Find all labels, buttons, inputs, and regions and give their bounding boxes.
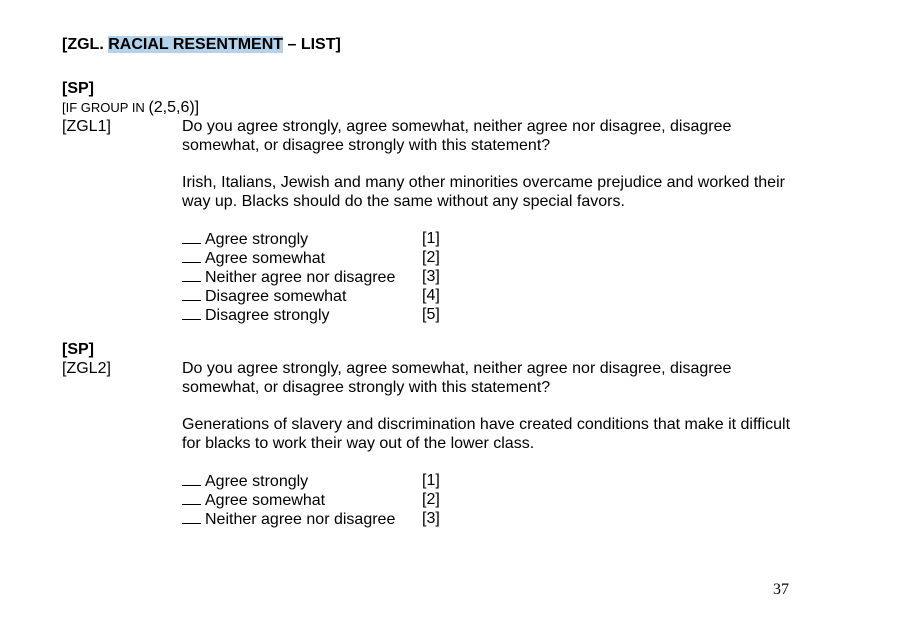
q2-options (182, 471, 440, 528)
answer-blank[interactable] (182, 305, 201, 320)
answer-blank[interactable] (182, 471, 201, 486)
q2-question: Do you agree strongly, agree somewhat, neither agree nor disagree, disagree somewhat, or disagree strongly with this statement? (182, 360, 732, 396)
option-label: Agree somewhat (205, 492, 326, 509)
option-label: Neither agree nor disagree (205, 269, 396, 286)
option-code: [5] (422, 306, 440, 323)
section-title (62, 35, 341, 55)
q1-sp-label: [SP] (62, 80, 94, 97)
q2-option[interactable] (182, 509, 440, 528)
option-label: Neither agree nor disagree (205, 511, 396, 528)
q2-sp-label: [SP] (62, 341, 94, 358)
q1-option[interactable] (182, 267, 440, 286)
option-label: Agree strongly (205, 231, 309, 248)
answer-blank[interactable] (182, 229, 201, 244)
page-number: 37 (773, 581, 789, 598)
answer-blank[interactable] (182, 490, 201, 505)
q1-option[interactable] (182, 229, 440, 248)
answer-blank[interactable] (182, 286, 201, 301)
option-code: [1] (422, 472, 440, 489)
option-code: [2] (422, 491, 440, 508)
title-prefix: [ZGL. (62, 36, 109, 53)
q1-option[interactable] (182, 305, 440, 324)
answer-blank[interactable] (182, 267, 201, 282)
title-suffix: – LIST] (283, 36, 341, 53)
q2-statement: Generations of slavery and discrimination have created conditions that make it difficult for blacks to work their way out of the lower class. (182, 416, 791, 452)
answer-blank[interactable] (182, 248, 201, 263)
q1-option[interactable] (182, 286, 440, 305)
q1-option[interactable] (182, 248, 440, 267)
option-label: Disagree strongly (205, 307, 330, 324)
q1-condition-prefix: [IF GROUP IN (62, 100, 149, 115)
q1-options (182, 229, 440, 324)
option-label: Agree somewhat (205, 250, 326, 267)
q1-condition-value: (2,5,6)] (148, 99, 200, 116)
q2-option[interactable] (182, 490, 440, 509)
option-label: Agree strongly (205, 473, 309, 490)
option-label: Disagree somewhat (205, 288, 347, 305)
option-code: [3] (422, 268, 440, 285)
q1-condition (62, 99, 199, 117)
answer-blank[interactable] (182, 509, 201, 524)
option-code: [1] (422, 230, 440, 247)
q1-question: Do you agree strongly, agree somewhat, neither agree nor disagree, disagree somewhat, or disagree strongly with this statement? (182, 118, 732, 154)
option-code: [3] (422, 510, 440, 527)
option-code: [2] (422, 249, 440, 266)
q2-id: [ZGL2] (62, 360, 111, 377)
q1-statement: Irish, Italians, Jewish and many other minorities overcame prejudice and worked their way up. Blacks should do the same without any special favors. (182, 174, 785, 210)
option-code: [4] (422, 287, 440, 304)
q1-id: [ZGL1] (62, 118, 111, 135)
q2-option[interactable] (182, 471, 440, 490)
title-highlight: RACIAL RESENTMENT (108, 36, 284, 53)
